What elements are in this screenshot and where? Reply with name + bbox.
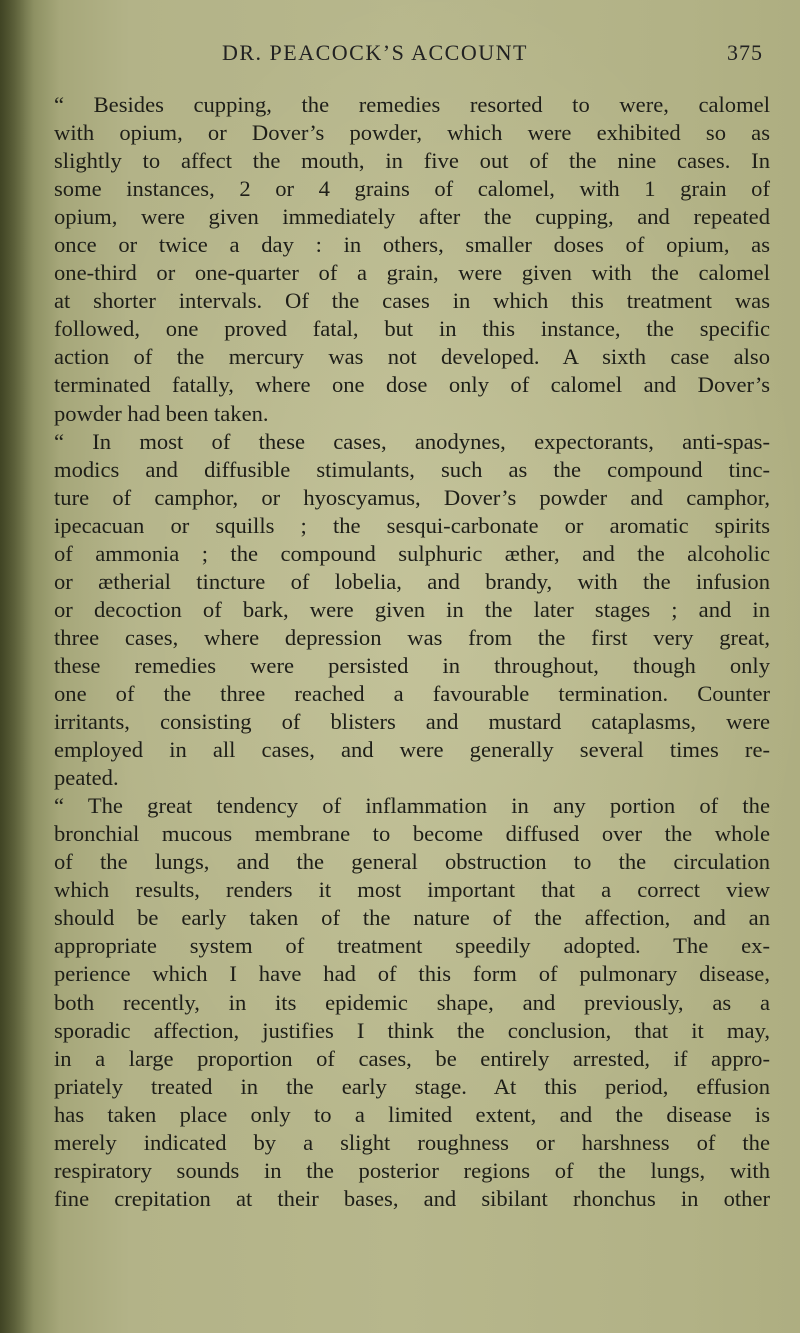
text-line: opium, were given immediately after the cupping, and repeated (54, 204, 770, 230)
text-line: “ Besides cupping, the remedies resorted to were, calomel (54, 92, 770, 117)
page-number: 375 (727, 40, 763, 65)
text-line: respiratory sounds in the posterior regions of the lungs, with (54, 1157, 770, 1183)
text-line: followed, one proved fatal, but in this instance, the specific (54, 316, 770, 342)
text-line: sporadic affection, justifies I think the conclusion, that it may, (54, 1017, 770, 1043)
text-line: at shorter intervals. Of the cases in which this treatment was (54, 288, 770, 314)
text-line: terminated fatally, where one dose only of calomel and Dover’s (54, 372, 770, 398)
text-line: modics and diffusible stimulants, such as the compound tinc- (54, 456, 770, 482)
text-line: merely indicated by a slight roughness or harshness of the (54, 1129, 770, 1155)
text-line: or decoction of bark, were given in the later stages ; and in (54, 596, 770, 622)
text-line: both recently, in its epidemic shape, and previously, as a (54, 989, 770, 1015)
text-line: powder had been taken. (54, 400, 269, 426)
text-line: one-third or one-quarter of a grain, were given with the calomel (54, 260, 770, 286)
text-line: employed in all cases, and were generally several times re- (54, 737, 770, 763)
text-line: of the lungs, and the general obstruction to the circulation (54, 849, 770, 875)
text-line: priately treated in the early stage. At this period, effusion (54, 1073, 770, 1099)
text-line: peated. (54, 765, 119, 791)
text-line: “ The great tendency of inflammation in any portion of the (54, 793, 770, 819)
text-line: one of the three reached a favourable termination. Counter (54, 680, 770, 706)
text-line: of ammonia ; the compound sulphuric æther, and the alcoholic (54, 540, 770, 566)
text-line: once or twice a day : in others, smaller doses of opium, as (54, 232, 770, 258)
text-line: ture of camphor, or hyoscyamus, Dover’s powder and camphor, (54, 484, 770, 510)
text-line: bronchial mucous membrane to become diffused over the whole (54, 821, 770, 847)
text-line: appropriate system of treatment speedily adopted. The ex- (54, 933, 770, 959)
text-line: “ In most of these cases, anodynes, expectorants, anti-spas- (54, 428, 770, 454)
text-line: irritants, consisting of blisters and mustard cataplasms, were (54, 709, 770, 735)
text-line: has taken place only to a limited extent, and the disease is (54, 1101, 770, 1127)
text-line: perience which I have had of this form of pulmonary disease, (54, 961, 770, 987)
text-line: with opium, or Dover’s powder, which were exhibited so as (54, 120, 770, 146)
text-line: some instances, 2 or 4 grains of calomel, with 1 grain of (54, 176, 770, 202)
body-text (54, 91, 770, 1213)
text-line: fine crepitation at their bases, and sibilant rhonchus in other (54, 1185, 770, 1211)
gutter-shadow (0, 0, 34, 1333)
running-title: DR. PEACOCK’S ACCOUNT (222, 40, 528, 65)
text-line: ipecacuan or squills ; the sesqui-carbonate or aromatic spirits (54, 512, 770, 538)
text-line: or ætherial tincture of lobelia, and brandy, with the infusion (54, 568, 770, 594)
text-line: these remedies were persisted in throughout, though only (54, 652, 770, 678)
text-line: should be early taken of the nature of the affection, and an (54, 905, 770, 931)
text-line: three cases, where depression was from the first very great, (54, 624, 770, 650)
text-line: which results, renders it most important that a correct view (54, 877, 770, 903)
text-line: slightly to affect the mouth, in five out of the nine cases. In (54, 148, 770, 174)
text-line: in a large proportion of cases, be entirely arrested, if appro- (54, 1045, 770, 1071)
text-line: action of the mercury was not developed. A sixth case also (54, 344, 770, 370)
